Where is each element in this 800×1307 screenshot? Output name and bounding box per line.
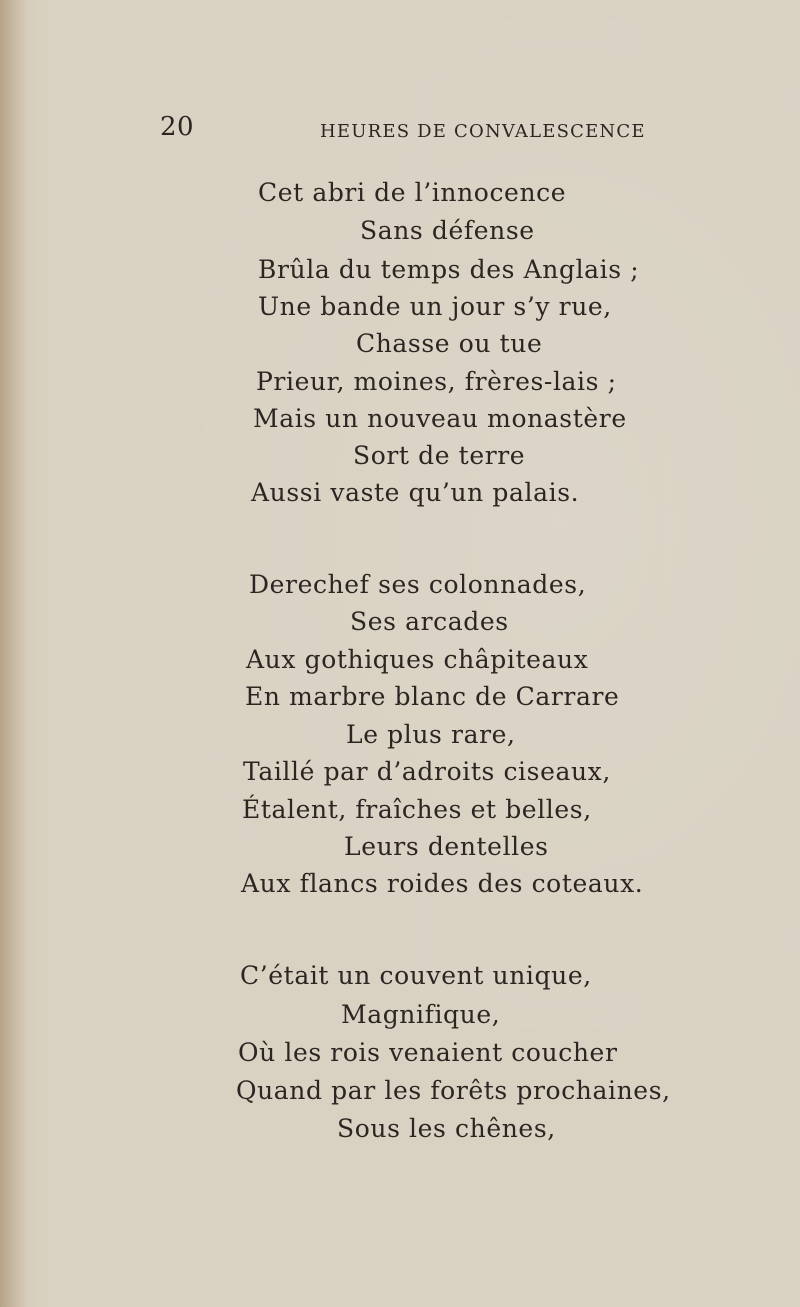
poem-line: Aussi vaste qu’un palais.: [251, 478, 580, 507]
poem-line: Cet abri de l’innocence: [258, 178, 567, 207]
poem-line: Taillé par d’adroits ciseaux,: [243, 757, 611, 786]
poem-line: Sans défense: [360, 216, 535, 245]
page-number: 20: [160, 112, 195, 142]
poem-line: Ses arcades: [350, 607, 509, 636]
poem-line: Derechef ses colonnades,: [249, 570, 587, 599]
poem-line: Chasse ou tue: [356, 329, 543, 358]
poem-line: Sort de terre: [353, 441, 526, 470]
poem-line: Leurs dentelles: [344, 832, 549, 861]
poem-line: Le plus rare,: [346, 720, 516, 749]
poem-line: Mais un nouveau monastère: [253, 404, 627, 433]
poem-line: Quand par les forêts prochaines,: [236, 1076, 671, 1105]
poem-line: Une bande un jour s’y rue,: [258, 292, 612, 321]
page-spine-shadow: [0, 0, 28, 1307]
poem-line: Brûla du temps des Anglais ;: [258, 255, 640, 284]
poem-line: Aux gothiques châpiteaux: [246, 645, 589, 674]
poem-line: Aux flancs roides des coteaux.: [241, 869, 644, 898]
poem-line: Étalent, fraîches et belles,: [242, 795, 592, 824]
poem-line: C’était un couvent unique,: [240, 961, 592, 990]
poem-line: En marbre blanc de Carrare: [245, 682, 620, 711]
poem-line: Prieur, moines, frères-lais ;: [256, 367, 617, 396]
poem-line: Où les rois venaient coucher: [238, 1038, 618, 1067]
running-title: HEURES DE CONVALESCENCE: [320, 121, 646, 142]
poem-line: Sous les chênes,: [337, 1114, 556, 1143]
poem-line: Magnifique,: [341, 1000, 501, 1029]
page-header: [160, 112, 646, 146]
